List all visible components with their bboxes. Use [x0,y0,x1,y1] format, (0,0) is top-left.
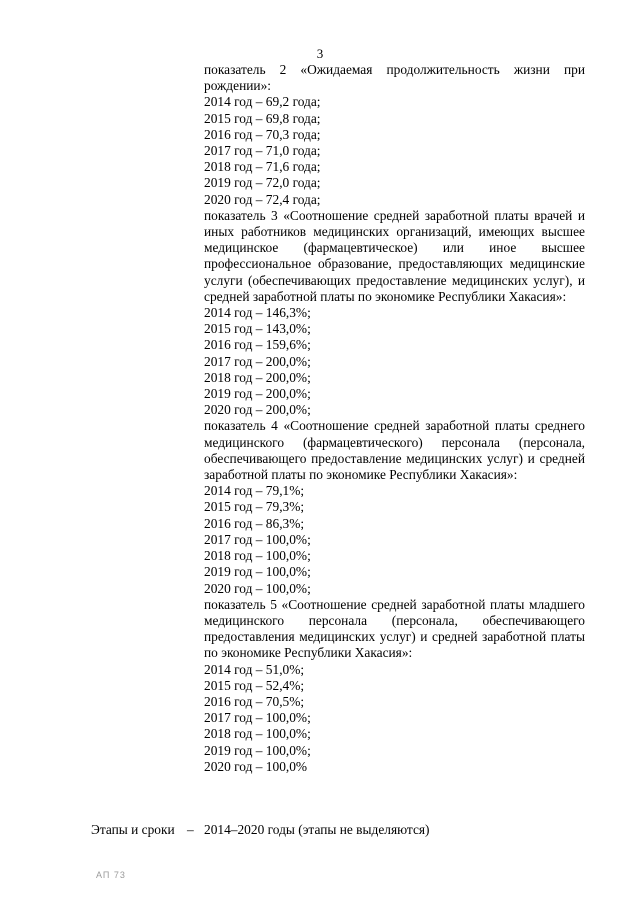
indicator-value: 2017 год – 100,0%; [204,531,311,547]
indicator-heading: показатель 4 «Соотношение средней заработной платы среднего медицинского (фармацевтического) персонала (персонала, обеспечивающего предоставление медицинских услуг) и средней заработной платы по экономике Республики Хакасия»: [204,418,585,483]
indicator-5 [204,597,585,775]
stages-dash: – [187,822,194,837]
indicator-value: 2014 год – 69,2 года; [204,94,321,110]
indicator-value: 2018 год – 100,0%; [204,726,311,742]
indicator-value: 2018 год – 71,6 года; [204,159,321,175]
page-number: 3 [316,46,324,61]
indicator-value: 2020 год – 72,4 года; [204,191,321,207]
indicator-heading: показатель 3 «Соотношение средней заработной платы врачей и иных работников медицинских организаций, имеющих высшее медицинское (фармацевтическое) или иное высшее профессиональное образование, предоставляющих медицинские услуги (обеспечивающих предоставление медицинских услуг), и средней заработной платы по экономике Республики Хакасия»: [204,207,585,304]
indicator-value: 2015 год – 79,3%; [204,499,305,515]
indicator-value: 2020 год – 100,0%; [204,580,311,596]
indicator-heading: показатель 5 «Соотношение средней заработной платы младшего медицинского персонала (персонала, обеспечивающего предоставления медицинских услуг) и средней заработной платы по экономике Республики Хакасия»: [204,596,585,661]
indicator-value: 2015 год – 69,8 года; [204,110,321,126]
indicator-value: 2018 год – 100,0%; [204,548,311,564]
stages-value: 2014–2020 годы (этапы не выделяются) [204,822,430,837]
indicator-value: 2014 год – 146,3%; [204,305,311,321]
indicator-value: 2017 год – 200,0%; [204,353,311,369]
stages-label: Этапы и сроки [91,822,175,837]
indicator-value: 2016 год – 70,3 года; [204,126,321,142]
indicator-value: 2014 год – 51,0%; [204,661,305,677]
indicator-value: 2019 год – 200,0%; [204,386,311,402]
indicator-value: 2015 год – 143,0%; [204,321,311,337]
indicator-4 [204,418,585,596]
indicator-value: 2016 год – 159,6%; [204,337,311,353]
indicator-value: 2019 год – 100,0%; [204,564,311,580]
indicator-value: 2016 год – 70,5%; [204,693,305,709]
indicator-heading: показатель 2 «Ожидаемая продолжительность жизни при рождении»: [204,62,585,94]
indicator-value: 2016 год – 86,3%; [204,515,305,531]
indicator-value: 2020 год – 200,0%; [204,402,311,418]
indicator-3 [204,208,585,419]
indicator-list [204,62,585,775]
indicator-value: 2017 год – 71,0 года; [204,143,321,159]
indicator-value: 2019 год – 100,0%; [204,742,311,758]
indicator-2 [204,62,585,208]
indicator-value: 2018 год – 200,0%; [204,369,311,385]
indicator-value: 2017 год – 100,0%; [204,710,311,726]
indicator-value: 2015 год – 52,4%; [204,677,305,693]
stages-row [91,822,430,838]
indicator-value: 2020 год – 100,0% [204,758,308,774]
indicator-value: 2014 год – 79,1%; [204,483,305,499]
indicator-value: 2019 год – 72,0 года; [204,175,321,191]
footer-code: АП 73 [96,870,126,880]
